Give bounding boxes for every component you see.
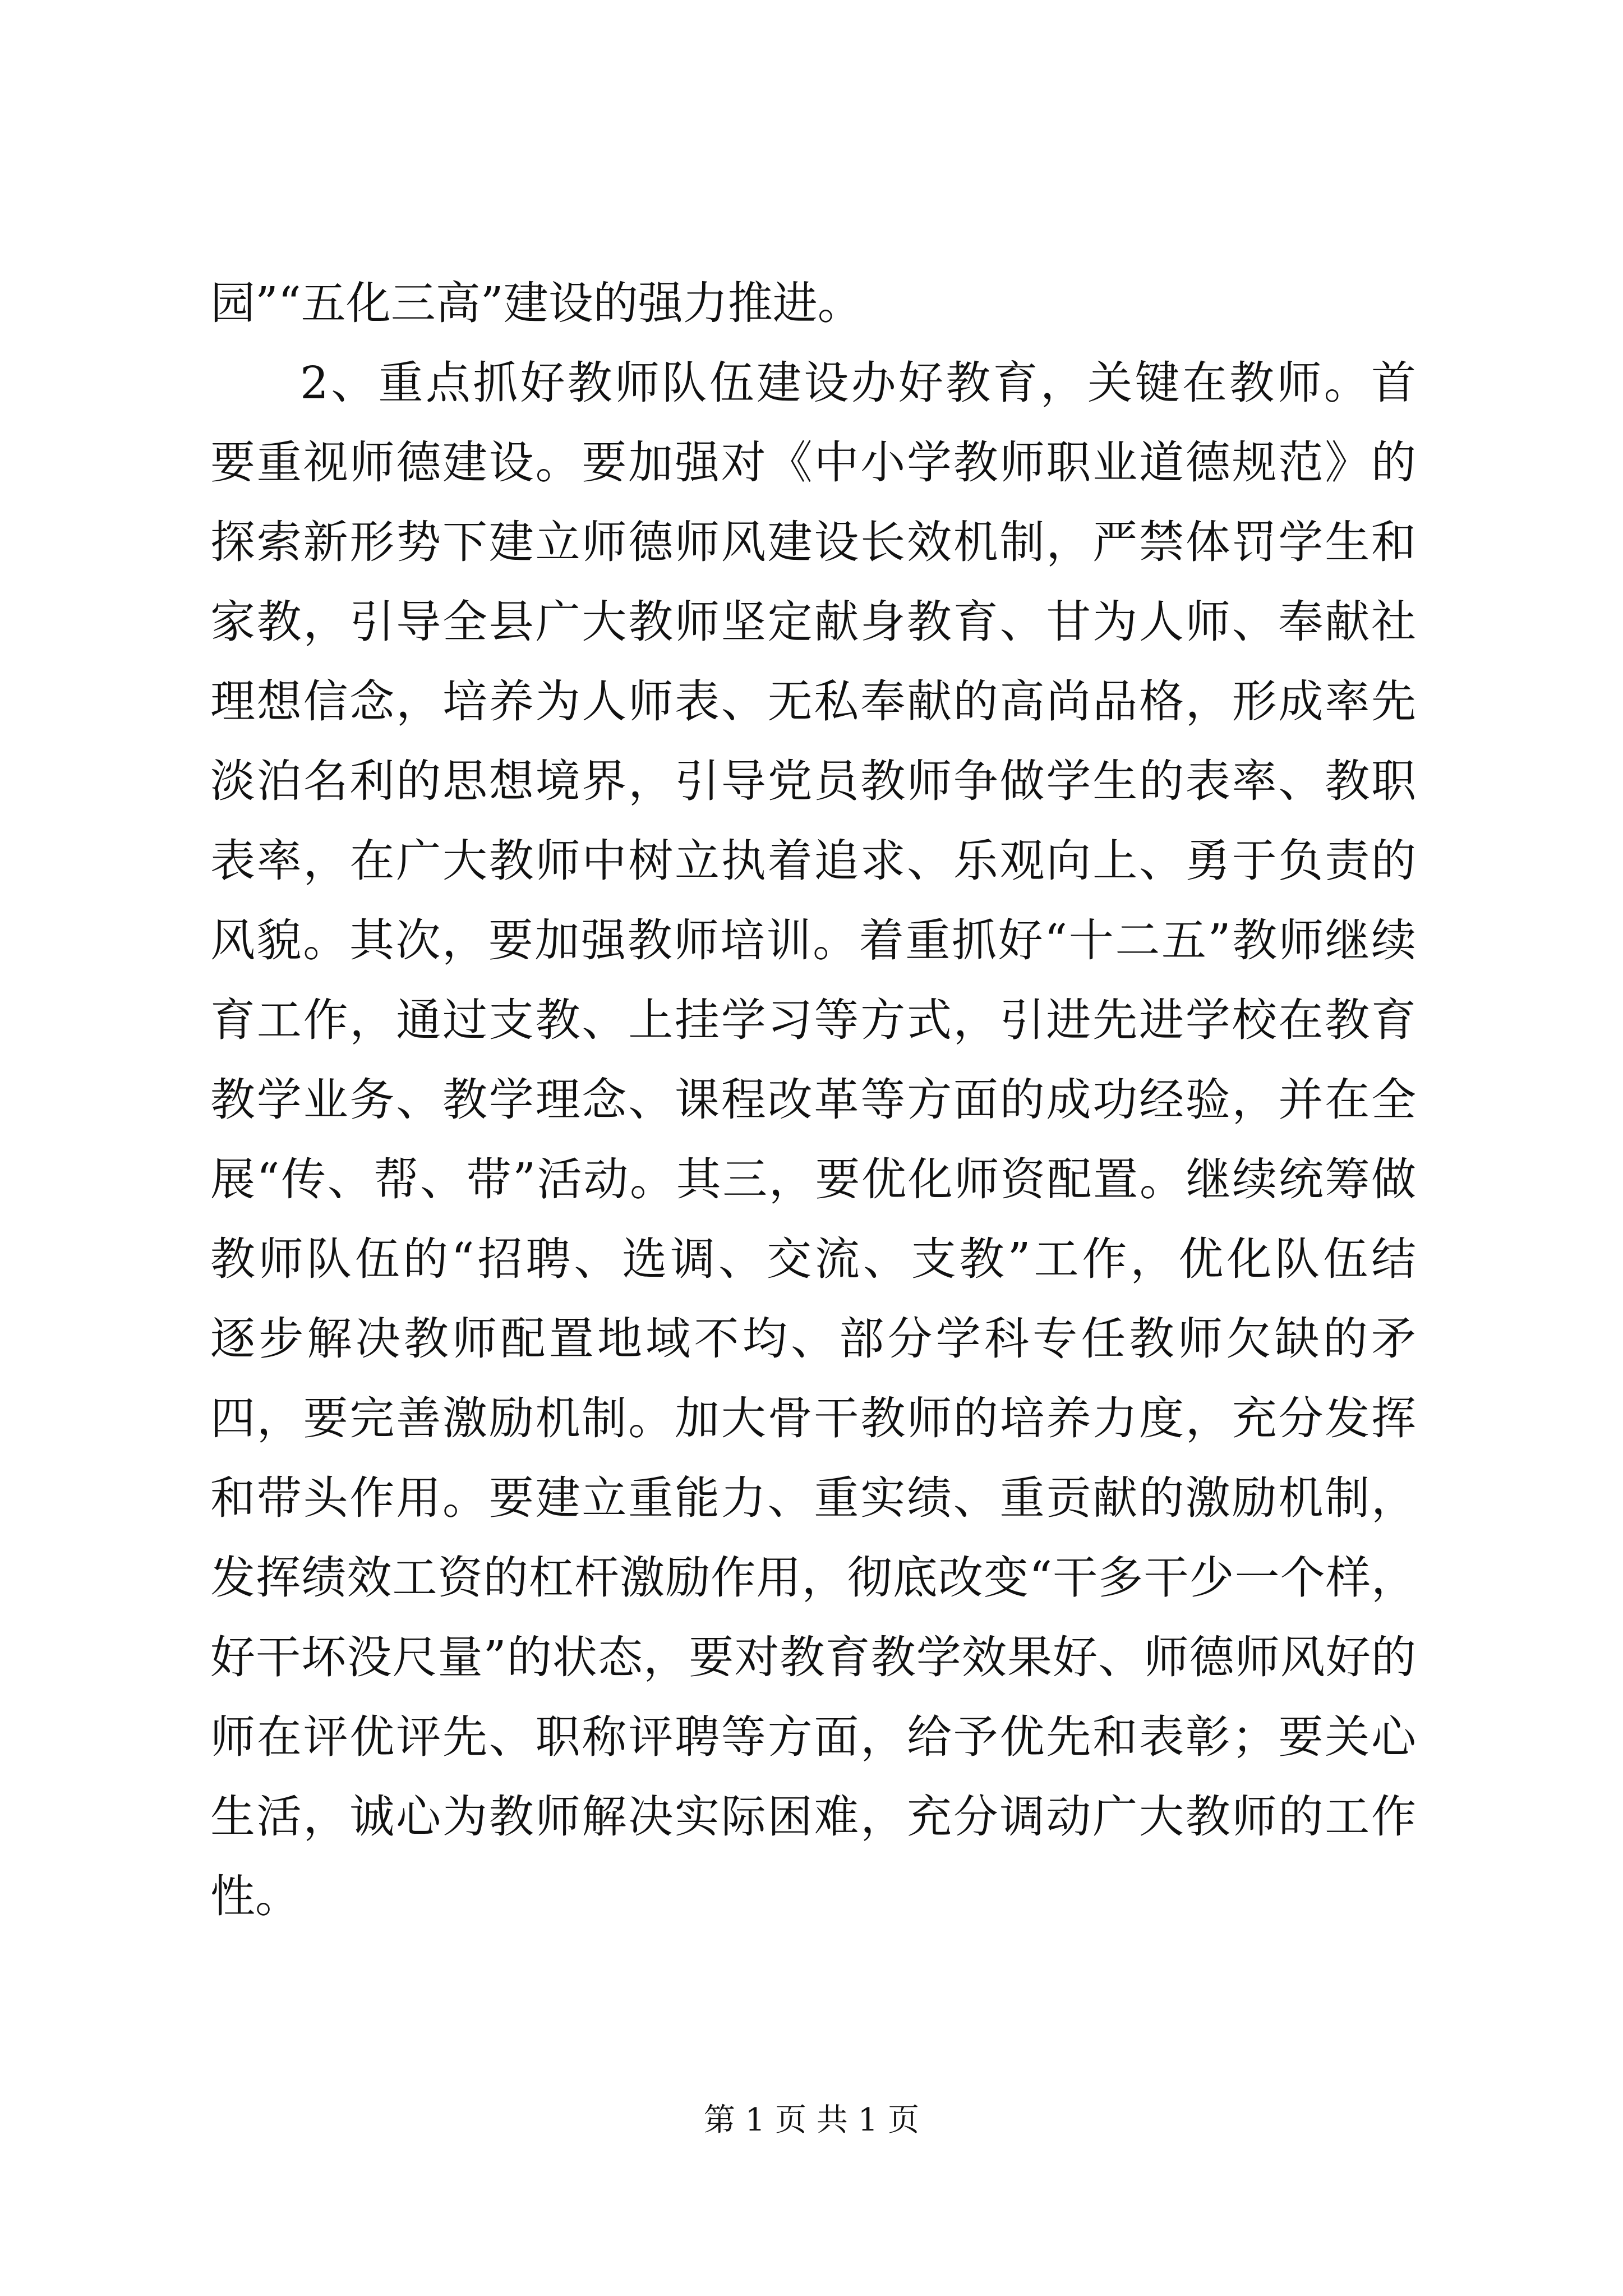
text-line: 风貌。其次，要加强教师培训。着重抓好“十二五”教师继续 (210, 914, 1416, 967)
text-line: 逐步解决教师配置地域不均、部分学科专任教师欠缺的矛 (210, 1313, 1416, 1365)
text-line: 和带头作用。要建立重能力、重实绩、重贡献的激励机制， (210, 1472, 1416, 1524)
text-line: 家教，引导全县广大教师坚定献身教育、甘为人师、奉献社 (210, 596, 1416, 648)
text-line: 育工作，通过支教、上挂学习等方式，引进先进学校在教育 (210, 994, 1416, 1046)
text-line: 性。 (210, 1870, 300, 1922)
body-text (210, 264, 1416, 1936)
text-line: 表率，在广大教师中树立执着追求、乐观向上、勇于负责的 (210, 835, 1416, 887)
text-line: 好干坏没尺量”的状态，要对教育教学效果好、师德师风好的 (210, 1631, 1416, 1683)
text-line: 淡泊名利的思想境界，引导党员教师争做学生的表率、教职 (210, 755, 1416, 807)
text-line: 探索新形势下建立师德师风建设长效机制，严禁体罚学生和 (210, 516, 1416, 568)
text-line: 理想信念，培养为人师表、无私奉献的高尚品格，形成率先 (210, 675, 1416, 728)
page-number-label: 第 1 页 共 1 页 (703, 2102, 920, 2138)
text-line: 展“传、帮、带”活动。其三，要优化师资配置。继续统筹做 (210, 1153, 1416, 1205)
page-footer (0, 2101, 1623, 2140)
text-line: 2、重点抓好教师队伍建设办好教育，关键在教师。首 (300, 357, 1416, 409)
text-line: 园”“五化三高”建设的强力推进。 (210, 277, 863, 329)
text-line: 要重视师德建设。要加强对《中小学教师职业道德规范》的 (210, 436, 1416, 489)
text-line: 生活，诚心为教师解决实际困难，充分调动广大教师的工作 (210, 1791, 1416, 1843)
text-line: 教师队伍的“招聘、选调、交流、支教”工作，优化队伍结 (210, 1233, 1416, 1285)
text-line: 教学业务、教学理念、课程改革等方面的成功经验，并在全 (210, 1074, 1416, 1126)
text-line: 师在评优评先、职称评聘等方面，给予优先和表彰；要关心 (210, 1711, 1416, 1763)
text-line: 四，要完善激励机制。加大骨干教师的培养力度，充分发挥 (210, 1392, 1416, 1444)
text-line: 发挥绩效工资的杠杆激励作用，彻底改变“干多干少一个样， (210, 1552, 1416, 1604)
